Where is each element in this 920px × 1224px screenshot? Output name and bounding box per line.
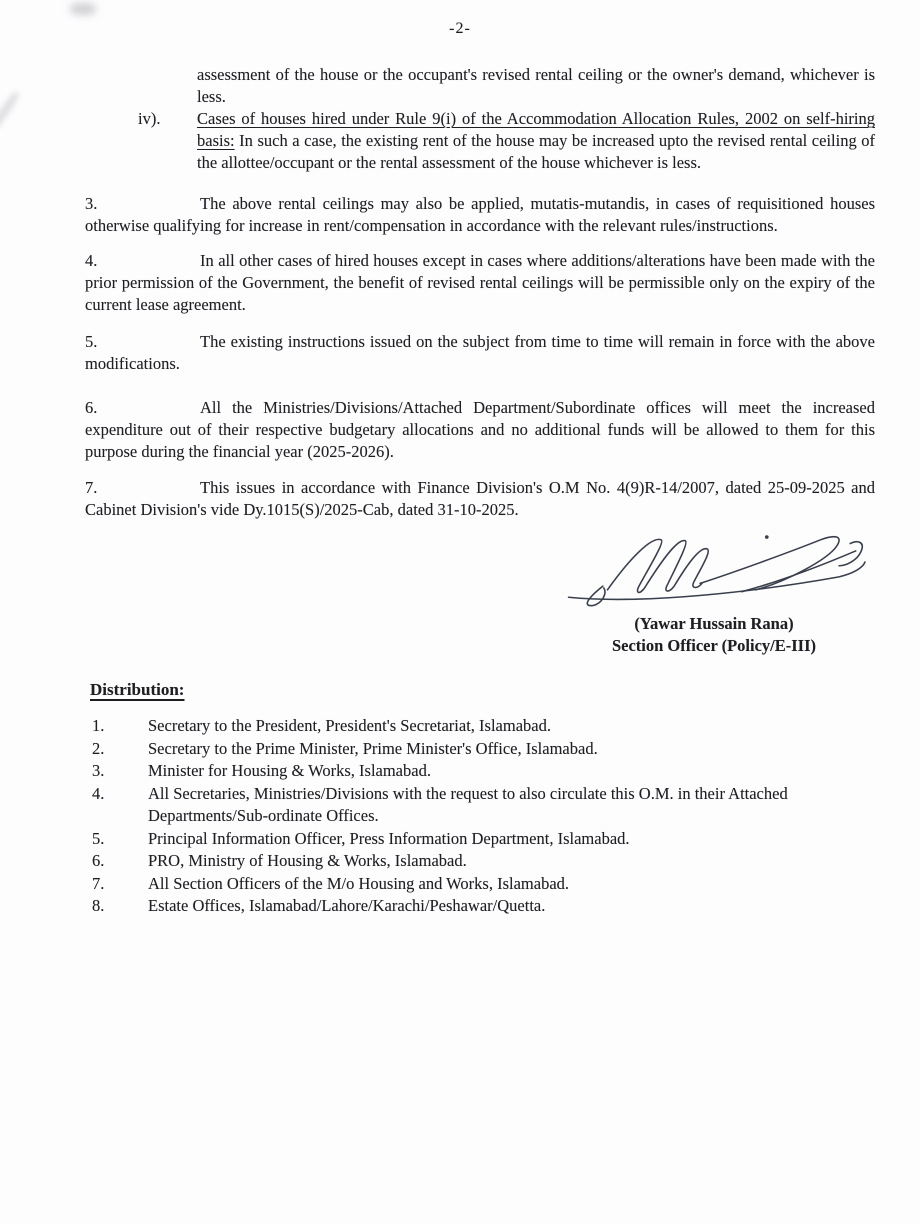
- paragraph-3: [85, 193, 875, 237]
- distribution-item-1-number: 1.: [92, 716, 105, 735]
- paragraph-6-text: All the Ministries/Divisions/Attached Department/Subordinate offices will meet the increased expenditure out of their respective budgetary allocations and no additional funds will be allowed to them for this purpose during the financial year (2025-2026).: [85, 398, 875, 461]
- paragraph-6-number: 6.: [85, 398, 98, 417]
- continuation-paragraph: assessment of the house or the occupant's revised rental ceiling or the owner's demand, whichever is less.: [197, 65, 875, 106]
- list-item-iv-text: In such a case, the existing rent of the house may be increased upto the revised rental ceiling of the allottee/occupant or the rental assessment of the house whichever is less.: [197, 131, 876, 172]
- paragraph-3-number: 3.: [85, 194, 98, 213]
- distribution-item-1-text: Secretary to the President, President's Secretariat, Islamabad.: [148, 716, 551, 735]
- paragraph-4-number: 4.: [85, 251, 98, 270]
- distribution-item-1: [85, 715, 875, 738]
- distribution-item-8: [85, 895, 875, 918]
- page-number: -2-: [449, 20, 471, 37]
- distribution-item-8-number: 8.: [92, 896, 105, 915]
- distribution-item-4-number: 4.: [92, 783, 105, 803]
- distribution-item-4-text: All Secretaries, Ministries/Divisions with the request to also circulate this O.M. in their Attached Departments/Sub-ordinate Offices.: [148, 783, 788, 825]
- paragraph-3-text: The above rental ceilings may also be applied, mutatis-mutandis, in cases of requisitioned houses otherwise qualifying for increase in rent/compensation in accordance with the relevant rules/instructions.: [85, 194, 875, 235]
- distribution-heading: Distribution:: [90, 680, 185, 699]
- distribution-item-8-text: Estate Offices, Islamabad/Lahore/Karachi/Peshawar/Quetta.: [148, 896, 546, 915]
- paragraph-4: [85, 250, 875, 316]
- distribution-list: [85, 715, 875, 918]
- distribution-item-7-text: All Section Officers of the M/o Housing and Works, Islamabad.: [148, 873, 570, 893]
- paragraph-4-text: In all other cases of hired houses except in cases where additions/alterations have been made with the prior permission of the Government, the benefit of revised rental ceilings will be permissible only on the expiry of the current lease agreement.: [85, 251, 875, 314]
- paragraph-7: [85, 477, 875, 521]
- distribution-item-2-text: Secretary to the Prime Minister, Prime Minister's Office, Islamabad.: [148, 738, 598, 758]
- paragraph-7-text: This issues in accordance with Finance Division's O.M No. 4(9)R-14/2007, dated 25-09-2025 and Cabinet Division's vide Dy.1015(S)/2025-Cab, dated 31-10-2025.: [85, 478, 875, 519]
- paragraph-7-number: 7.: [85, 478, 98, 497]
- list-item-iv: [85, 108, 875, 174]
- distribution-item-6-number: 6.: [92, 851, 105, 870]
- distribution-item-5-text: Principal Information Officer, Press Information Department, Islamabad.: [148, 828, 630, 848]
- paragraph-5: [85, 331, 875, 375]
- distribution-item-2-number: 2.: [92, 738, 105, 758]
- distribution-item-7: [85, 873, 875, 896]
- signatory-title: Section Officer (Policy/E-III): [611, 636, 817, 655]
- paragraph-5-number: 5.: [85, 332, 98, 351]
- distribution-item-4: [85, 783, 875, 828]
- distribution-item-3-text: Minister for Housing & Works, Islamabad.: [148, 761, 431, 780]
- distribution-item-3: [85, 760, 875, 783]
- distribution-item-2: [85, 738, 875, 761]
- distribution-item-3-number: 3.: [92, 761, 105, 780]
- distribution-item-6-text: PRO, Ministry of Housing & Works, Islamabad.: [148, 851, 467, 870]
- list-item-iv-underlined-lead: Cases of houses hired under Rule 9(i) of the Accommodation Allocation Rules, 2002 on self-hiring basis:: [197, 109, 875, 150]
- distribution-item-5: [85, 828, 875, 851]
- paragraph-5-text: The existing instructions issued on the subject from time to time will remain in force with the above modifications.: [85, 332, 875, 373]
- distribution-item-5-number: 5.: [92, 828, 105, 848]
- signatory-name: (Yawar Hussain Rana): [634, 614, 794, 633]
- distribution-item-6: [85, 850, 875, 873]
- paragraph-6: [85, 397, 875, 463]
- scan-smudge-left: [0, 90, 21, 134]
- document-body: [85, 64, 875, 918]
- list-item-iv-label: iv).: [138, 109, 161, 128]
- distribution-item-7-number: 7.: [92, 873, 105, 893]
- scan-smudge-top: [70, 3, 96, 15]
- signature-image: [553, 525, 875, 613]
- signature-block: [553, 525, 875, 657]
